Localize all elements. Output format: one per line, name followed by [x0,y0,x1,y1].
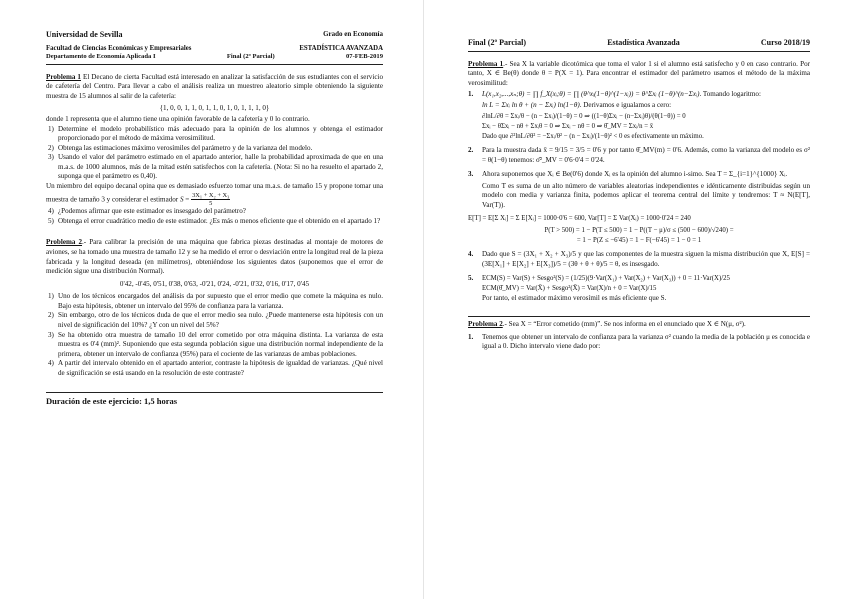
question-text: Se ha obtenido otra muestra de tamaño 10 del error cometido por otra máquina distinta. La varianza de esta muestra es 0'4 (mm)². Suponiendo que esta segunda población sigue una distribución normal independiente de la primera, obtener un intervalo de confianza (95%) para el cociente de las varianzas de ambas poblaciones. [58,330,383,358]
question-text: Determine el modelo probabilístico más adecuado para la opinión de los alumnos y obtenga el estimador proporcionado por el método de máxima verosimilitud. [58,124,383,143]
question-item: 4) ¿Podemos afirmar que este estimador es insesgado del parámetro? [48,207,246,216]
university-name: Universidad de Sevilla [46,30,123,39]
second-derivative: Dado que ∂²lnL/∂θ² = −Σxᵢ/θ² − (n − Σxᵢ)/(1−θ)² < 0 es efectivamente un máximo. [482,132,704,140]
problem-1-middle-text: Un miembro del equipo decanal opina que es demasiado esfuerzo tomar una m.a.s. de tamaño 15 y propone tomar una muestra de tamaño 3 y considerar el estimador [46,182,383,204]
expectation-variance-equation: E[T] = E[Σ Xᵢ] = Σ E[Xᵢ] = 1000·0'6 = 600, Var[T] = Σ Var(Xᵢ) = 1000·0'24 = 240 [468,214,691,222]
problem-1-label: Problema 1 [46,72,81,81]
question-text: Uno de los técnicos encargados del análisis da por supuesto que el error medio que comete la máquina es nulo. Bajo esta hipótesis, obtener un intervalo del 95% de confianza para la varianza. [58,292,383,310]
exam-duration: Duración de este ejercicio: 1,5 horas [46,396,178,407]
log-likelihood-formula: ln L = Σxᵢ ln θ + (n − Σxᵢ) ln(1−θ) [482,101,580,110]
problem-1-intro: El Decano de cierta Facultad está interesado en analizar la satisfacción de sus estudiantes con el servicio de cafetería del Centro. Para llevar a cabo el análisis realiza un muestreo aleatorio simple obteniendo la siguiente muestra de 15 alumnos al salir de la cafetería: [46,72,383,100]
solution-1-intro-text: .- Sea X la variable dicotómica que toma el valor 1 si el alumno está satisfecho y 0 en caso contrario. Por tanto, X ∈ Be(θ) donde θ = P(X = 1). Para encontrar el estimador del parámetro usamos el método de la máxima verosimilitud: [468,59,810,87]
solution-2-steps [468,333,810,352]
exam-page-left [0,0,423,599]
question-text: Sin embargo, otro de los técnicos duda de que el error medio sea nulo. ¿Puede mantenerse esta hipótesis con un nivel de significación del 10%? ¿Y con un nivel del 5%? [58,311,383,329]
probability-result: = 1 − P(Z ≤ −6'45) = 1 − F(−6'45) = 1 − 0 = 1 [576,236,702,244]
solution-2-intro-text: .- Sea X = “Error cometido (mm)”. Se nos informa en el enunciado que X ∈ N(μ, σ²). [502,320,746,329]
solution-2-step-1: Tenemos que obtener un intervalo de confianza para la varianza σ² cuando la media de la población μ es conocida e igual a 0. Dicho intervalo viene dado por: [482,332,810,351]
solution-step: 4. Dado que S = (3X₁ + X₂ + X₃)/5 y que las componentes de la muestra siguen la misma distribución que X, E[S] = (3E[X₁] + E[X₂] + E[X₃])/5 = (3θ + θ + θ)/5 = θ, es insesgado. [468,250,810,268]
header-row-2 [46,44,383,53]
solution-2-intro [468,320,810,330]
solution-1-steps [468,90,810,210]
problem-1-questions [46,125,383,182]
solution-2-label: Problema 2 [468,320,503,329]
problem-1-sample: {1, 0, 0, 1, 1, 0, 1, 1, 0, 1, 0, 1, 1, 1, 0} [159,103,270,112]
header-row-3 [46,53,383,62]
likelihood-equation [482,90,810,100]
solution-step: 3. Ahora suponemos que Xᵢ ∈ Be(0'6) donde Xᵢ es la opinión del alumno i-simo. Sea T = Σ_{i=1}^{1000} Xᵢ. Como T es suma de un alto número de variables aleatorias independientes e idénticamente distribuidas según un modelo con media y varianza finita, podemos aplicar el teorema central del límite y tendremos: T ≈ N(E[T], Var(T)). [468,170,810,209]
question-item: 4) A partir del intervalo obtenido en el apartado anterior, contraste la hipótesis de igualdad de varianzas. ¿Qué nivel de significación se está usando en la resolución de este contraste? [48,359,383,377]
solution-step: 1. Tenemos que obtener un intervalo de confianza para la varianza σ² cuando la media de la población μ es conocida e igual a 0. Dicho intervalo viene dado por: [468,332,810,351]
problem-2-data: 0'42, -0'45, 0'51, 0'38, 0'63, -0'21, 0'24, -0'21, 0'32, 0'16, 0'17, 0'45 [119,279,310,288]
exam-page-right [424,0,848,599]
solution-1-intro [468,60,810,89]
step-3-part-b: Como T es suma de un alto número de variables aleatorias independientes e idénticamente distribuidas según un modelo con media y varianza finita, podemos aplicar el teorema central del límite y tendremos: T ≈ N(E[T], Var(T)). [482,181,810,209]
question-item: 1) Determine el modelo probabilístico más adecuado para la opinión de los alumnos y obtenga el estimador proporcionado por el método de máxima verosimilitud. [48,124,383,143]
question-item: 3) Se ha obtenido otra muestra de tamaño 10 del error cometido por otra máquina distinta. La varianza de esta muestra es 0'4 (mm)². Suponiendo que esta segunda población sigue una distribución normal independiente de la primera, obtener un intervalo de confianza (95%) para el cociente de las varianzas de ambas poblaciones. [48,330,383,358]
faculty-name: Facultad de Ciencias Económicas y Empresariales [46,44,192,52]
log-likelihood-equation [482,101,810,111]
question-text: Obtenga las estimaciones máximo verosímiles del parámetro y de la varianza del modelo. [58,143,313,152]
solution-step: 2. Para la muestra dada x̄ = 9/15 = 3/5 = 0'6 y por tanto θ̂_MV(m) = 0'6. Además, como la varianza del modelo es σ² = θ(1−θ) tenemos: σ̂²_MV = 0'6·0'4 = 0'24. [468,146,810,164]
duration-divider [46,392,383,393]
problem-1-after: donde 1 representa que el alumno tiene una opinión favorable de la cafetería y 0 lo contrario. [46,115,310,124]
question-item: 5) Obtenga el error cuadrático medio de este estimador. ¿Es más o menos eficiente que el obtenido en el apartado 1? [48,216,381,225]
likelihood-tail: . Tomando logaritmo: [699,90,761,99]
solution-step: 5. ECM(S) = Var(S) + Sesgo²(S) = (1/25)(9·Var(X₁) + Var(X₂) + Var(X₃)) + 0 = 11·Var(X)/25 ECM(θ̂_MV) = Var(X̄) + Sesgo²(X̄) = Var(X)/n + 0 = Var(X)/15 Por tanto, el estimador máximo verosímil es más eficiente que S. [468,274,810,304]
step-2-text: Para la muestra dada x̄ = 9/15 = 3/5 = 0'6 y por tanto θ̂_MV(m) = 0'6. Además, como la varianza del modelo es σ² = θ(1−θ) tenemos: σ̂²_MV = 0'6·0'4 = 0'24. [482,146,810,164]
solution-1-label: Problema 1 [468,59,504,68]
derivative-equation: ∂lnL/∂θ = Σxᵢ/θ − (n − Σxᵢ)/(1−θ) = 0 ⇒ ((1−θ)Σxᵢ − (n−Σxᵢ)θ)/(θ(1−θ)) = 0 [482,112,686,120]
solve-equation: Σxᵢ − θΣxᵢ − nθ + Σxᵢθ = 0 ⇒ Σxᵢ − nθ = 0 ⇒ θ̂_MV = Σxᵢ/n = x̄ [482,122,654,130]
step-3-part-a: Ahora suponemos que Xᵢ ∈ Be(0'6) donde Xᵢ es la opinión del alumno i-simo. Sea T = Σ_{i=1}^{1000} Xᵢ. [482,170,788,179]
problem-2-questions [46,292,383,378]
question-item: 1) Uno de los técnicos encargados del análisis da por supuesto que el error medio que comete la máquina es nulo. Bajo esta hipótesis, obtener un intervalo del 95% de confianza para la varianza. [48,292,383,310]
problem-1-questions-2 [46,207,383,226]
estimator-denominator: 5 [209,199,213,207]
header-divider [46,64,383,65]
log-likelihood-tail: . Derivamos e igualamos a cero: [579,101,672,110]
solution-content [468,0,810,352]
problem-2-divider [468,316,810,317]
header-row-1 [46,30,383,41]
degree-name: Grado en Economía [323,30,383,38]
solution-header [468,38,810,49]
problem-2-intro: .- Para calibrar la precisión de una máquina que fabrica piezas destinadas al montaje de motores de aviones, se ha tomado una muestra de tamaño 12 y se ha medido el error o desviación entre la longitud real de la pieza fabricada y la longitud deseada (en milímetros), obteniéndose los siguientes datos (suponemos que el error de medición sigue una distribución Normal). [46,238,383,276]
solution-1-steps-2 [468,250,810,304]
problem-1-statement [46,73,383,102]
problem-2-statement [46,238,383,276]
question-item: 2) Sin embargo, otro de los técnicos duda de que el error medio sea nulo. ¿Puede mantenerse esta hipótesis con un nivel de significación del 10%? ¿Y con un nivel del 5%? [48,311,383,329]
problem-2-label: Problema 2 [46,238,83,247]
solution-exam-name: Final (2º Parcial) [468,38,527,47]
solution-header-divider [468,51,810,52]
estimator-fraction [191,192,230,208]
exam-name: Final (2º Parcial) [226,52,275,60]
probability-equation: P(T > 500) = 1 − P(T ≤ 500) = 1 − P((T − μ)/σ ≤ (500 − 600)/√240) = [544,226,734,234]
likelihood-formula: L(x₁,x₂,...,xₙ;θ) = ∏ f_X(xᵢ;θ) = ∏ (θ^xᵢ(1−θ)^(1−xᵢ)) = θ^Σxᵢ (1−θ)^(n−Σxᵢ) [482,90,700,99]
course-name: ESTADÍSTICA AVANZADA [299,44,383,52]
estimator-numerator: 3X₁ + X₂ + X₃ [192,191,230,199]
question-item: 3) Usando el valor del parámetro estimado en el apartado anterior, halle la probabilidad aproximada de que en una m.a.s. de 1000 alumnos, más de la mitad estén satisfechos con la cafetería. (Nota: Si no ha resuelto el apartado 2, suponga que el parámetro es 0,40). [48,153,383,181]
solution-step: 1. L(x₁,x₂,...,xₙ;θ) = ∏ f_X(xᵢ;θ) = ∏ (θ^xᵢ(1−θ)^(1−xᵢ)) = θ^Σxᵢ (1−θ)^(n−Σxᵢ). Tomando logaritmo: ln L = Σxᵢ ln θ + (n − Σxᵢ) ln(1−θ). Derivamos e igualamos a cero: ∂lnL/∂θ = Σxᵢ/θ − (n − Σxᵢ)/(1−θ) = 0 ⇒ ((1−θ)Σxᵢ − (n−Σxᵢ)θ)/(θ(1−θ)) = 0 Σxᵢ − θΣxᵢ − nθ + Σxᵢθ = 0 ⇒ Σxᵢ − nθ = 0 ⇒ θ̂_MV = Σxᵢ/n = x̄ Dado que ∂²lnL/∂θ² = −Σxᵢ/θ² − (n − Σxᵢ)/(1−θ)² < 0 es efectivamente un máximo. [468,90,810,141]
step-4-text: Dado que S = (3X₁ + X₂ + X₃)/5 y que las componentes de la muestra siguen la misma distribución que X, E[S] = (3E[X₁] + E[X₂] + E[X₃])/5 = (3θ + θ + θ)/5 = θ, es insesgado. [482,250,810,268]
question-text: A partir del intervalo obtenido en el apartado anterior, contraste la hipótesis de igualdad de varianzas. ¿Qué nivel de significación se está usando en la resolución de este contraste? [58,359,383,377]
question-item: 2) Obtenga las estimaciones máximo verosímiles del parámetro y de la varianza del modelo. [48,143,313,152]
step-5-conclusion: Por tanto, el estimador máximo verosímil es más eficiente que S. [482,294,667,303]
ecm-mv-equation: ECM(θ̂_MV) = Var(X̄) + Sesgo²(X̄) = Var(X)/n + 0 = Var(X)/15 [482,285,657,293]
question-text: Obtenga el error cuadrático medio de este estimador. ¿Es más o menos eficiente que el obtenido en el apartado 1? [58,216,381,225]
department-name: Departamento de Economía Aplicada I [46,52,156,60]
solution-course-name: Estadística Avanzada [607,38,680,47]
ecm-s-equation: ECM(S) = Var(S) + Sesgo²(S) = (1/25)(9·Var(X₁) + Var(X₂) + Var(X₃)) + 0 = 11·Var(X)/25 [482,275,730,283]
solution-year: Curso 2018/19 [760,38,810,47]
exam-content [46,0,383,408]
exam-date: 07-FEB-2019 [346,52,383,60]
problem-1-middle: Un miembro del equipo decanal opina que es demasiado esfuerzo tomar una m.a.s. de tamaño 15 y propone tomar una muestra de tamaño 3 y considerar el estimador S = $\frac{\text{3X₁ + X₂ + X₃}}{5}$ [46,182,383,207]
question-text: Usando el valor del parámetro estimado en el apartado anterior, halle la probabilidad aproximada de que en una m.a.s. de 1000 alumnos, más de la mitad estén satisfechos con la cafetería. (Nota: Si no ha resuelto el apartado 2, suponga que el parámetro es 0,40). [58,153,383,181]
question-text: ¿Podemos afirmar que este estimador es insesgado del parámetro? [58,207,246,216]
